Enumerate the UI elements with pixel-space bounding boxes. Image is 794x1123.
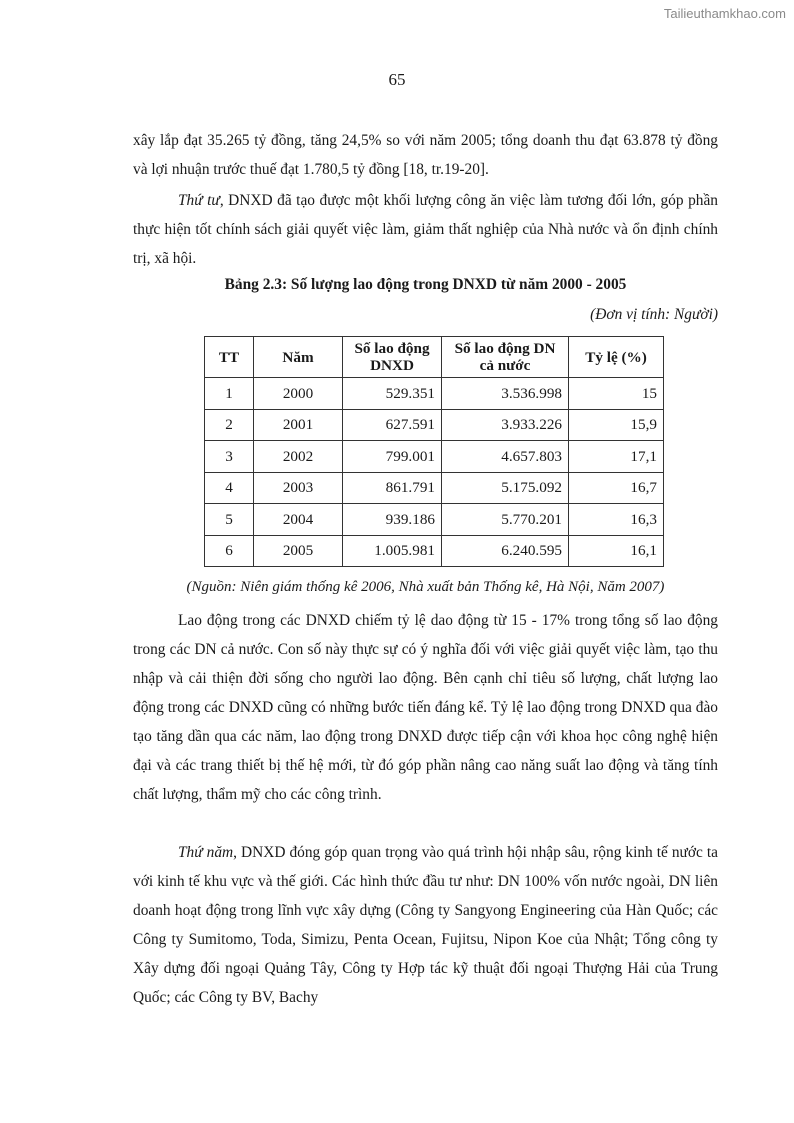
table-row [205, 504, 664, 536]
header-year: Năm [254, 337, 343, 378]
paragraph-2-text: , DNXD đã tạo được một khối lượng công ăn việc làm tương đối lớn, góp phần thực hiện tốt chính sách giải quyết việc làm, giảm thất nghiệp của Nhà nước và ổn định chính trị, xã hội. [133, 192, 718, 267]
cell-tt: 1 [205, 378, 254, 410]
cell-national-labor: 3.933.226 [442, 409, 569, 441]
cell-construction-labor: 799.001 [343, 441, 442, 473]
table-title: Bảng 2.3: Số lượng lao động trong DNXD từ năm 2000 - 2005 [224, 276, 627, 293]
header-ratio: Tỷ lệ (%) [569, 337, 664, 378]
paragraph-4-text: , DNXD đóng góp quan trọng vào quá trình hội nhập sâu, rộng kinh tế nước ta với kinh tế khu vực và thế giới. Các hình thức đầu tư như: DN 100% vốn nước ngoài, DN liên doanh hoạt động trong lĩnh vực xây dựng (Công ty Sangyong Engineering của Hàn Quốc; các Công ty Sumitomo, Toda, Simizu, Penta Ocean, Fujitsu, Nipon Koe của Nhật; Tổng công ty Xây dựng đối ngoại Quảng Tây, Công ty Hợp tác kỹ thuật đối ngoại Thượng Hải của Trung Quốc; các Công ty BV, Bachy [133, 844, 718, 1006]
cell-tt: 5 [205, 504, 254, 536]
cell-construction-labor: 627.591 [343, 409, 442, 441]
cell-year: 2005 [254, 535, 343, 567]
header-construction-labor: Số lao động DNXD [343, 337, 442, 378]
cell-tt: 6 [205, 535, 254, 567]
table-unit: (Đơn vị tính: Người) [590, 306, 718, 323]
cell-national-labor: 4.657.803 [442, 441, 569, 473]
cell-ratio: 17,1 [569, 441, 664, 473]
cell-construction-labor: 1.005.981 [343, 535, 442, 567]
table-row [205, 472, 664, 504]
cell-year: 2002 [254, 441, 343, 473]
paragraph-2 [133, 186, 718, 273]
table-row [205, 535, 664, 567]
cell-ratio: 16,7 [569, 472, 664, 504]
table-row [205, 378, 664, 410]
cell-ratio: 15,9 [569, 409, 664, 441]
cell-tt: 3 [205, 441, 254, 473]
cell-construction-labor: 939.186 [343, 504, 442, 536]
cell-construction-labor: 529.351 [343, 378, 442, 410]
header-tt: TT [205, 337, 254, 378]
paragraph-2-lead: Thứ tư [178, 192, 220, 209]
cell-year: 2001 [254, 409, 343, 441]
table-row [205, 441, 664, 473]
paragraph-1: xây lắp đạt 35.265 tỷ đồng, tăng 24,5% so với năm 2005; tổng doanh thu đạt 63.878 tỷ đồng và lợi nhuận trước thuế đạt 1.780,5 tỷ đồng [18, tr.19-20]. [133, 132, 718, 178]
watermark: Tailieuthamkhao.com [663, 6, 786, 21]
cell-year: 2000 [254, 378, 343, 410]
labor-table [204, 336, 664, 567]
table-row [205, 409, 664, 441]
cell-tt: 4 [205, 472, 254, 504]
cell-national-labor: 5.770.201 [442, 504, 569, 536]
table-header-row [205, 337, 664, 378]
paragraph-4 [133, 838, 718, 1012]
cell-construction-labor: 861.791 [343, 472, 442, 504]
cell-ratio: 16,1 [569, 535, 664, 567]
cell-national-labor: 6.240.595 [442, 535, 569, 567]
cell-ratio: 15 [569, 378, 664, 410]
cell-ratio: 16,3 [569, 504, 664, 536]
cell-year: 2003 [254, 472, 343, 504]
header-national-labor: Số lao động DN cả nước [442, 337, 569, 378]
cell-national-labor: 5.175.092 [442, 472, 569, 504]
cell-tt: 2 [205, 409, 254, 441]
cell-national-labor: 3.536.998 [442, 378, 569, 410]
paragraph-3-text: Lao động trong các DNXD chiếm tỷ lệ dao động từ 15 - 17% trong tổng số lao động trong các DN cả nước. Con số này thực sự có ý nghĩa đối với việc giải quyết việc làm, tạo thu nhập và cải thiện đời sống cho người lao động. Bên cạnh chỉ tiêu số lượng, chất lượng lao động trong các DNXD cũng có những bước tiến đáng kể. Tỷ lệ lao động trong DNXD qua đào tạo tăng dần qua các năm, lao động trong DNXD được tiếp cận với khoa học công nghệ hiện đại và các trang thiết bị thế hệ mới, từ đó góp phần nâng cao năng suất lao động và tăng tính chất lượng, thẩm mỹ cho các công trình. [133, 612, 718, 803]
cell-year: 2004 [254, 504, 343, 536]
paragraph-3 [133, 606, 718, 809]
page-number: 65 [388, 70, 406, 89]
paragraph-4-lead: Thứ năm [178, 844, 234, 861]
table-source: (Nguồn: Niên giám thống kê 2006, Nhà xuất bản Thống kê, Hà Nội, Năm 2007) [186, 579, 665, 595]
